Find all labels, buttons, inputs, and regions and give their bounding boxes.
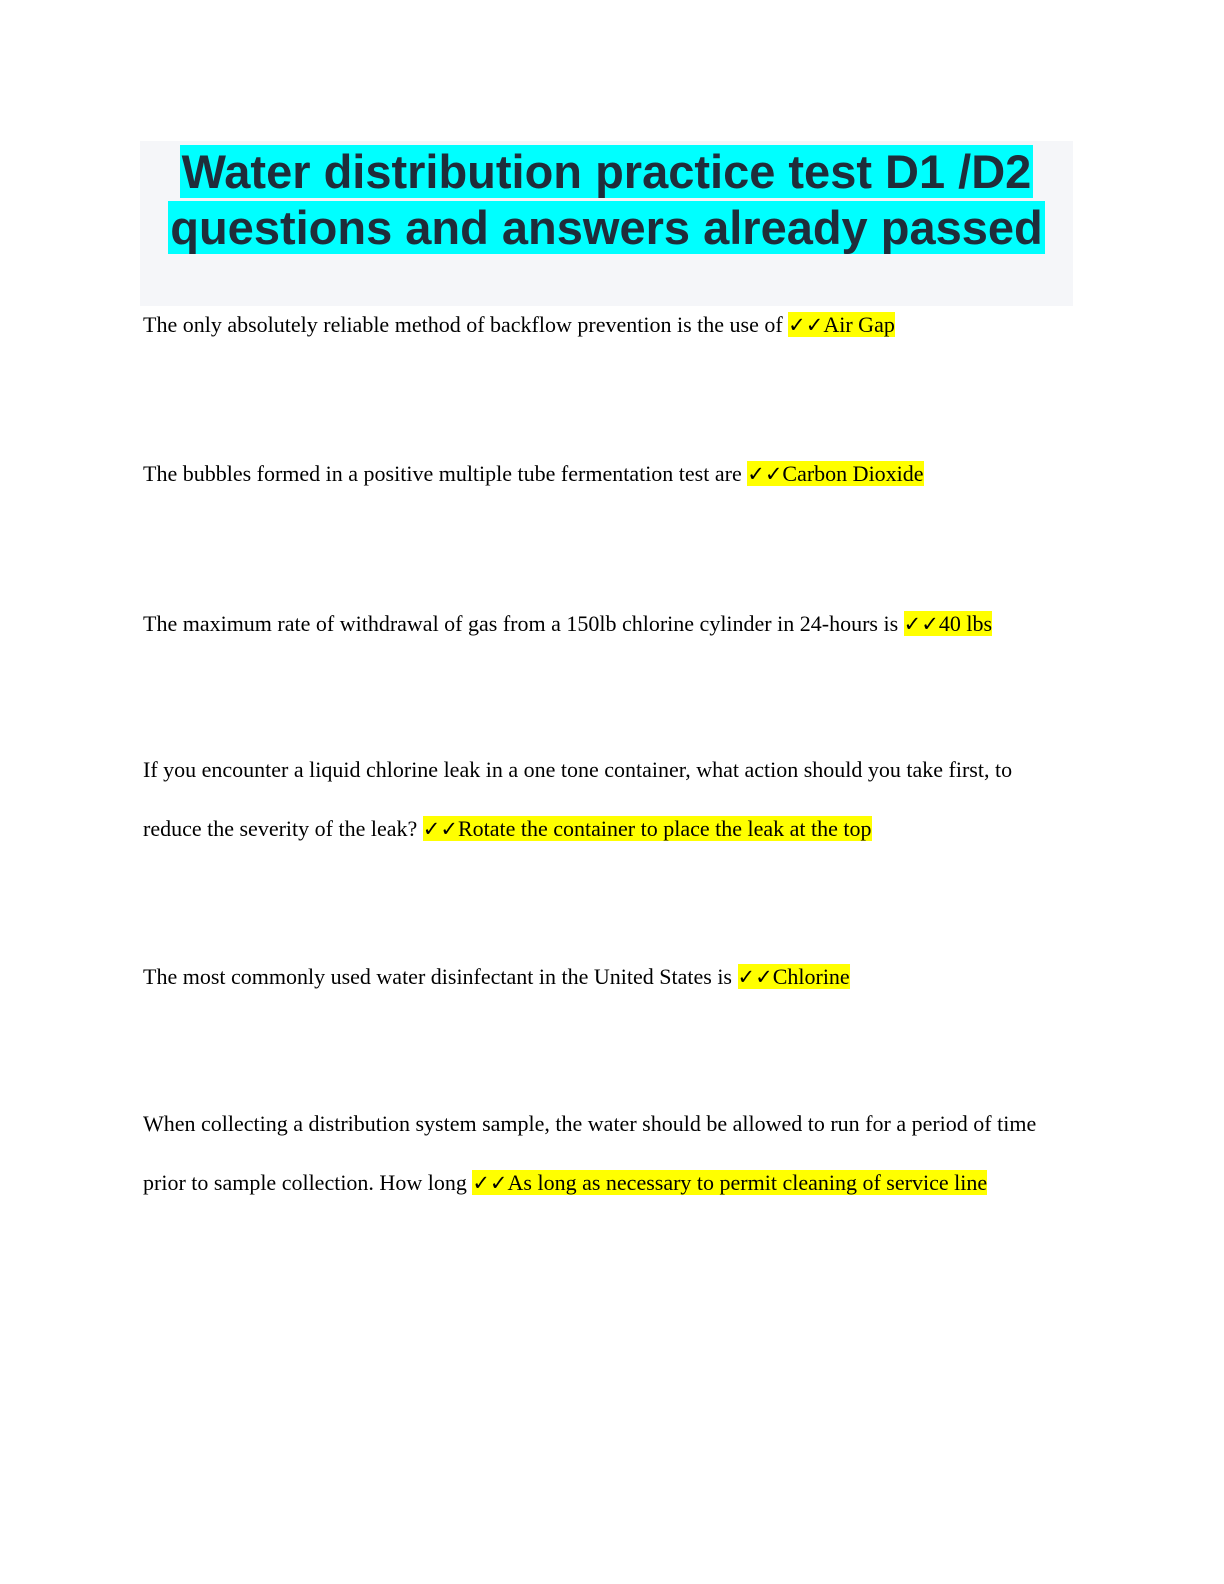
check-mark-icon: ✓✓ — [737, 965, 773, 989]
title-line-2: questions and answers already passed — [170, 201, 1043, 254]
check-mark-icon: ✓✓ — [788, 313, 824, 337]
question-text: The maximum rate of withdrawal of gas from a 150lb chlorine cylinder in 24-hours is — [143, 611, 904, 636]
answer-text: Rotate the container to place the leak at the top — [457, 816, 872, 841]
answer-highlight — [788, 312, 895, 337]
answer-text: Air Gap — [823, 312, 895, 337]
answer-highlight — [738, 964, 850, 989]
question-text: If you encounter a liquid chlorine leak in a one tone container, what action should you take first, to reduce the severity of the leak? — [143, 757, 1013, 841]
check-mark-icon: ✓✓ — [422, 817, 458, 841]
qa-item-1 — [143, 295, 1073, 355]
qa-item-6 — [143, 1094, 1073, 1213]
question-text: When collecting a distribution system sample, the water should be allowed to run for a period of time prior to sample collection. How long — [143, 1111, 1037, 1195]
answer-highlight — [472, 1170, 987, 1195]
answer-text: Chlorine — [772, 964, 850, 989]
answer-text: As long as necessary to permit cleaning of service line — [507, 1170, 988, 1195]
answer-highlight — [747, 461, 923, 486]
qa-item-2 — [143, 444, 1073, 504]
answer-highlight — [423, 816, 872, 841]
question-text: The bubbles formed in a positive multiple tube fermentation test are — [143, 461, 748, 486]
qa-item-5 — [143, 947, 1073, 1007]
answer-highlight — [904, 611, 992, 636]
title-block — [140, 141, 1073, 306]
question-text: The only absolutely reliable method of backflow prevention is the use of — [143, 312, 789, 337]
answer-text: Carbon Dioxide — [782, 461, 924, 486]
qa-item-3 — [143, 594, 1073, 654]
check-mark-icon: ✓✓ — [903, 612, 939, 636]
question-text: The most commonly used water disinfectant in the United States is — [143, 964, 738, 989]
title-line-1: Water distribution practice test D1 /D2 — [181, 145, 1032, 198]
answer-text: 40 lbs — [938, 611, 993, 636]
page-title — [140, 144, 1073, 256]
check-mark-icon: ✓✓ — [747, 462, 783, 486]
check-mark-icon: ✓✓ — [472, 1171, 508, 1195]
qa-item-4 — [143, 740, 1073, 859]
